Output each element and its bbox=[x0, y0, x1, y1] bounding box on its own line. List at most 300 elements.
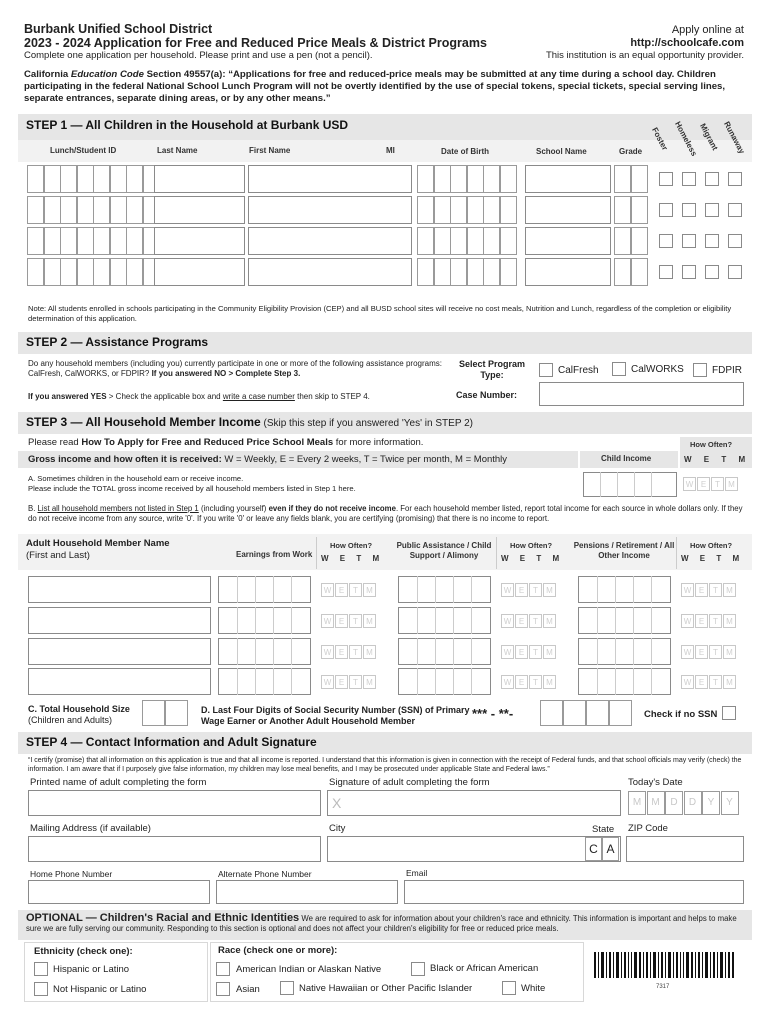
student-id-digit[interactable] bbox=[44, 227, 61, 255]
fdpir-label: FDPIR bbox=[712, 365, 742, 376]
home-phone-input[interactable] bbox=[28, 880, 210, 904]
student-id-digit[interactable] bbox=[27, 227, 44, 255]
first-name-input[interactable] bbox=[248, 227, 412, 255]
city-label: City bbox=[329, 823, 346, 834]
public-assistance-frequency-t[interactable]: T bbox=[529, 675, 542, 689]
email-label: Email bbox=[406, 868, 428, 878]
earnings-frequency-m[interactable]: M bbox=[363, 614, 376, 628]
pensions-frequency-t[interactable]: T bbox=[709, 614, 722, 628]
dob-digit[interactable] bbox=[483, 165, 500, 193]
homeless-checkbox[interactable] bbox=[682, 203, 696, 217]
pensions-wetm-header: W E T M bbox=[681, 554, 740, 563]
public-assistance-amount-input[interactable] bbox=[398, 576, 491, 603]
dob-digit[interactable] bbox=[417, 258, 434, 286]
last-name-input[interactable] bbox=[154, 258, 245, 286]
public-assistance-frequency-w[interactable]: W bbox=[501, 583, 514, 597]
pensions-how-often-label: How Often? bbox=[690, 541, 733, 550]
student-id-digit[interactable] bbox=[60, 165, 77, 193]
pensions-frequency-w[interactable]: W bbox=[681, 583, 694, 597]
pensions-frequency-e[interactable]: E bbox=[695, 645, 708, 659]
dob-digit[interactable] bbox=[467, 196, 484, 224]
foster-checkbox[interactable] bbox=[659, 265, 673, 279]
frequency-legend: Gross income and how often it is received: W = Weekly, E = Every 2 weeks, T = Twice per month, M = Monthly bbox=[28, 454, 508, 465]
public-assistance-frequency-e[interactable]: E bbox=[515, 645, 528, 659]
amount-divider bbox=[615, 607, 616, 634]
student-id-digit[interactable] bbox=[60, 196, 77, 224]
grade-digit-1[interactable] bbox=[614, 165, 631, 193]
migrant-checkbox[interactable] bbox=[705, 172, 719, 186]
asian-checkbox[interactable] bbox=[216, 982, 230, 996]
state-letter-1[interactable]: C bbox=[585, 837, 602, 861]
dob-digit[interactable] bbox=[450, 258, 467, 286]
amount-divider bbox=[255, 576, 256, 603]
not-hispanic-label: Not Hispanic or Latino bbox=[53, 984, 147, 995]
child-income-frequency-w[interactable]: W bbox=[683, 477, 696, 491]
state-letter-2[interactable]: A bbox=[602, 837, 619, 861]
step3-title-line: STEP 3 — All Household Member Income (Skip this step if you answered 'Yes' in STEP 2) bbox=[26, 415, 473, 429]
calfresh-label: CalFresh bbox=[558, 365, 599, 376]
child-income-frequency-m[interactable]: M bbox=[725, 477, 738, 491]
how-often-label: How Often? bbox=[690, 440, 733, 449]
dob-digit[interactable] bbox=[434, 258, 451, 286]
foster-checkbox[interactable] bbox=[659, 203, 673, 217]
pensions-frequency[interactable] bbox=[681, 614, 737, 628]
zip-input[interactable] bbox=[626, 836, 744, 862]
public-assistance-label: Public Assistance / Child Support / Alimony bbox=[396, 541, 492, 560]
pensions-frequency-m[interactable]: M bbox=[723, 645, 736, 659]
earnings-amount-input[interactable] bbox=[218, 668, 311, 695]
student-id-digit[interactable] bbox=[126, 196, 143, 224]
step1-title: STEP 1 — All Children in the Household at Burbank USD bbox=[26, 118, 349, 132]
homeless-checkbox[interactable] bbox=[682, 265, 696, 279]
student-id-digit[interactable] bbox=[110, 258, 127, 286]
migrant-checkbox[interactable] bbox=[705, 203, 719, 217]
earnings-frequency-e[interactable]: E bbox=[335, 645, 348, 659]
email-input[interactable] bbox=[404, 880, 744, 904]
date-digit-5[interactable]: Y bbox=[702, 791, 720, 815]
printed-name-input[interactable] bbox=[28, 790, 321, 816]
last-name-input[interactable] bbox=[154, 196, 245, 224]
public-assistance-frequency-m[interactable]: M bbox=[543, 675, 556, 689]
amount-divider bbox=[291, 607, 292, 634]
student-id-digit[interactable] bbox=[126, 165, 143, 193]
not-hispanic-checkbox[interactable] bbox=[34, 982, 48, 996]
col-first-name: First Name bbox=[249, 146, 291, 155]
grade-digit-2[interactable] bbox=[631, 227, 648, 255]
earnings-how-often-label: How Often? bbox=[330, 541, 373, 550]
public-assistance-frequency[interactable] bbox=[501, 614, 557, 628]
mailing-address-input[interactable] bbox=[28, 836, 321, 862]
student-id-digit[interactable] bbox=[110, 196, 127, 224]
amount-divider bbox=[273, 607, 274, 634]
state-label: State bbox=[592, 824, 615, 835]
earnings-frequency[interactable] bbox=[321, 675, 377, 689]
apply-online-label: Apply online at bbox=[671, 24, 744, 36]
col-dob: Date of Birth bbox=[441, 147, 489, 156]
adult-name-sub: (First and Last) bbox=[26, 550, 90, 561]
ssn-mask: *** - **- bbox=[472, 706, 514, 721]
runaway-checkbox[interactable] bbox=[728, 265, 742, 279]
date-digit-6[interactable]: Y bbox=[721, 791, 739, 815]
student-id-digit[interactable] bbox=[27, 258, 44, 286]
dob-digit[interactable] bbox=[467, 258, 484, 286]
pensions-frequency-e[interactable]: E bbox=[695, 583, 708, 597]
apply-online-url[interactable]: http://schoolcafe.com bbox=[630, 37, 744, 49]
grade-digit-1[interactable] bbox=[614, 227, 631, 255]
amount-divider bbox=[453, 668, 454, 695]
no-ssn-checkbox[interactable] bbox=[722, 706, 736, 720]
earnings-amount-input[interactable] bbox=[218, 576, 311, 603]
public-assistance-frequency-w[interactable]: W bbox=[501, 675, 514, 689]
public-assistance-frequency-t[interactable]: T bbox=[529, 583, 542, 597]
step4-title: STEP 4 — Contact Information and Adult Signature bbox=[26, 735, 317, 749]
date-digit-3[interactable]: D bbox=[665, 791, 683, 815]
child-income-frequency[interactable] bbox=[683, 477, 739, 491]
earnings-frequency-t[interactable]: T bbox=[349, 614, 362, 628]
column-divider bbox=[316, 537, 317, 569]
student-id-digit[interactable] bbox=[77, 258, 94, 286]
no-ssn-label: Check if no SSN bbox=[644, 709, 718, 720]
pensions-frequency[interactable] bbox=[681, 583, 737, 597]
dob-digit[interactable] bbox=[417, 196, 434, 224]
col-school: School Name bbox=[536, 147, 587, 156]
student-id-digit[interactable] bbox=[110, 165, 127, 193]
amount-divider bbox=[417, 638, 418, 665]
adult-name-input[interactable] bbox=[28, 576, 211, 603]
cep-note: Note: All students enrolled in schools participating in the Community Eligibility Provision (CEP) and all BUSD school sites will receive no cost meals, Nutrition and Lunch, regardless of the completion or eligibility determination of this application. bbox=[28, 304, 732, 323]
grade-digit-2[interactable] bbox=[631, 165, 648, 193]
amount-divider bbox=[615, 576, 616, 603]
ssn-digit-1[interactable] bbox=[540, 700, 563, 726]
pensions-frequency[interactable] bbox=[681, 645, 737, 659]
student-id-digit[interactable] bbox=[126, 258, 143, 286]
pensions-frequency-t[interactable]: T bbox=[709, 583, 722, 597]
grade-digit-2[interactable] bbox=[631, 258, 648, 286]
alt-phone-input[interactable] bbox=[216, 880, 398, 904]
district-name: Burbank Unified School District bbox=[24, 22, 213, 36]
earnings-frequency[interactable] bbox=[321, 583, 377, 597]
earnings-frequency-w[interactable]: W bbox=[321, 614, 334, 628]
case-number-label: Case Number: bbox=[456, 390, 518, 400]
student-id-digit[interactable] bbox=[60, 258, 77, 286]
public-assistance-frequency[interactable] bbox=[501, 675, 557, 689]
public-assistance-frequency-m[interactable]: M bbox=[543, 645, 556, 659]
signature-x-mark: X bbox=[332, 795, 342, 811]
child-income-wetm-header: W E T M bbox=[684, 455, 746, 464]
pensions-frequency-e[interactable]: E bbox=[695, 614, 708, 628]
dob-digit[interactable] bbox=[450, 165, 467, 193]
signature-label: Signature of adult completing the form bbox=[329, 777, 490, 788]
dob-digit[interactable] bbox=[434, 227, 451, 255]
public-assistance-frequency-e[interactable]: E bbox=[515, 614, 528, 628]
public-assistance-frequency-m[interactable]: M bbox=[543, 614, 556, 628]
amount-divider bbox=[651, 668, 652, 695]
amount-divider bbox=[471, 638, 472, 665]
dob-digit[interactable] bbox=[483, 258, 500, 286]
american-indian-checkbox[interactable] bbox=[216, 962, 230, 976]
household-size-digit-2[interactable] bbox=[165, 700, 188, 726]
child-income-frequency-e[interactable]: E bbox=[697, 477, 710, 491]
col-mi: MI bbox=[386, 146, 395, 155]
adult-name-input[interactable] bbox=[28, 607, 211, 634]
pacific-islander-checkbox[interactable] bbox=[280, 981, 294, 995]
pensions-frequency-m[interactable]: M bbox=[723, 614, 736, 628]
student-id-digit[interactable] bbox=[93, 258, 110, 286]
date-digit-2[interactable]: M bbox=[647, 791, 665, 815]
foster-checkbox[interactable] bbox=[659, 234, 673, 248]
barcode-number: 7317 bbox=[656, 984, 670, 990]
student-id-digit[interactable] bbox=[44, 165, 61, 193]
white-checkbox[interactable] bbox=[502, 981, 516, 995]
amount-divider bbox=[273, 576, 274, 603]
section-b: B. List all household members not listed in Step 1 (including yourself) even if they do not receive income. For each household member listed, report total income for each source in whole dollars only. If they do not receive income from any source, write '0'. If you write '0' or leave any fields blank, you are certifying (promising) that there is no income to report. bbox=[28, 504, 743, 523]
child-income-divider bbox=[617, 472, 618, 497]
student-id-digit[interactable] bbox=[126, 227, 143, 255]
earnings-frequency-m[interactable]: M bbox=[363, 675, 376, 689]
public-assistance-frequency-e[interactable]: E bbox=[515, 675, 528, 689]
black-label: Black or African American bbox=[430, 963, 539, 974]
amount-divider bbox=[435, 607, 436, 634]
step2-yes-instruction: If you answered YES > Check the applicable box and write a case number then skip to STEP 4. bbox=[28, 392, 370, 401]
step2-question: Do any household members (including you) currently participate in one or more of the following assistance programs: CalFresh, CalWORKS, or FDPIR? If you answered NO > Complete Step 3. bbox=[28, 359, 442, 378]
earnings-frequency-t[interactable]: T bbox=[349, 583, 362, 597]
home-phone-label: Home Phone Number bbox=[30, 869, 113, 879]
public-assistance-wetm-header: W E T M bbox=[501, 554, 560, 563]
alt-phone-label: Alternate Phone Number bbox=[218, 869, 312, 879]
first-name-input[interactable] bbox=[248, 196, 412, 224]
public-assistance-frequency[interactable] bbox=[501, 645, 557, 659]
student-id-digit[interactable] bbox=[93, 165, 110, 193]
last-name-input[interactable] bbox=[154, 165, 245, 193]
amount-divider bbox=[291, 576, 292, 603]
school-name-input[interactable] bbox=[525, 258, 611, 286]
asian-label: Asian bbox=[236, 984, 260, 995]
public-assistance-amount-input[interactable] bbox=[398, 607, 491, 634]
student-id-digit[interactable] bbox=[44, 196, 61, 224]
public-assistance-how-often-label: How Often? bbox=[510, 541, 553, 550]
form-subtitle: Complete one application per household. Please print and use a pen (not a pencil). bbox=[24, 50, 373, 61]
public-assistance-amount-input[interactable] bbox=[398, 668, 491, 695]
earnings-frequency-t[interactable]: T bbox=[349, 645, 362, 659]
amount-divider bbox=[615, 668, 616, 695]
school-name-input[interactable] bbox=[525, 165, 611, 193]
optional-intro: OPTIONAL — Children's Racial and Ethnic Identities We are required to ask for information about your children's race and ethnicity. This information is important and helps to make sure we are fully serving our community. Responding to this section is optional and does not affect your children's eligibility for free or reduced price meals. bbox=[26, 912, 737, 933]
student-id-digit[interactable] bbox=[27, 196, 44, 224]
migrant-checkbox[interactable] bbox=[705, 265, 719, 279]
grade-digit-1[interactable] bbox=[614, 196, 631, 224]
dob-digit[interactable] bbox=[500, 165, 517, 193]
pensions-frequency-w[interactable]: W bbox=[681, 675, 694, 689]
school-name-input[interactable] bbox=[525, 196, 611, 224]
earnings-wetm-header: W E T M bbox=[321, 554, 380, 563]
amount-divider bbox=[237, 668, 238, 695]
child-income-divider bbox=[600, 472, 601, 497]
child-income-input[interactable] bbox=[583, 472, 677, 497]
earnings-frequency-m[interactable]: M bbox=[363, 583, 376, 597]
earnings-frequency-m[interactable]: M bbox=[363, 645, 376, 659]
student-id-digit[interactable] bbox=[44, 258, 61, 286]
todays-date-label: Today's Date bbox=[628, 777, 683, 788]
amount-divider bbox=[471, 607, 472, 634]
public-assistance-amount-input[interactable] bbox=[398, 638, 491, 665]
education-code-notice: California Education Code Section 49557(a): “Applications for free and reduced-price meals may be submitted at any time during a school day. Children participating in the federal National School Lunch Program will not be overtly identified by the use of special tokens, special tickets, special serving lines, separate entrances, separate dining areas, or by any other means.” bbox=[24, 69, 726, 104]
earnings-frequency-t[interactable]: T bbox=[349, 675, 362, 689]
public-assistance-frequency-w[interactable]: W bbox=[501, 645, 514, 659]
household-size-digit-1[interactable] bbox=[142, 700, 165, 726]
hispanic-checkbox[interactable] bbox=[34, 962, 48, 976]
amount-divider bbox=[597, 576, 598, 603]
homeless-checkbox[interactable] bbox=[682, 172, 696, 186]
dob-digit[interactable] bbox=[467, 165, 484, 193]
earnings-frequency-e[interactable]: E bbox=[335, 583, 348, 597]
public-assistance-frequency-t[interactable]: T bbox=[529, 614, 542, 628]
col-foster: Foster bbox=[650, 126, 670, 152]
ssn-digit-2[interactable] bbox=[563, 700, 586, 726]
amount-divider bbox=[597, 638, 598, 665]
date-digit-4[interactable]: D bbox=[684, 791, 702, 815]
earnings-amount-input[interactable] bbox=[218, 638, 311, 665]
student-id-digit[interactable] bbox=[110, 227, 127, 255]
fdpir-checkbox[interactable] bbox=[693, 363, 707, 377]
dob-digit[interactable] bbox=[434, 196, 451, 224]
public-assistance-frequency-m[interactable]: M bbox=[543, 583, 556, 597]
step2-title: STEP 2 — Assistance Programs bbox=[26, 335, 209, 349]
student-id-digit[interactable] bbox=[77, 196, 94, 224]
city-input[interactable] bbox=[327, 836, 621, 862]
student-id-digit[interactable] bbox=[77, 165, 94, 193]
pensions-frequency-t[interactable]: T bbox=[709, 675, 722, 689]
pensions-frequency-m[interactable]: M bbox=[723, 675, 736, 689]
form-title: 2023 - 2024 Application for Free and Reduced Price Meals & District Programs bbox=[24, 36, 487, 50]
black-checkbox[interactable] bbox=[411, 962, 425, 976]
runaway-checkbox[interactable] bbox=[728, 172, 742, 186]
amount-divider bbox=[255, 638, 256, 665]
hispanic-label: Hispanic or Latino bbox=[53, 964, 130, 975]
pensions-frequency[interactable] bbox=[681, 675, 737, 689]
earnings-frequency-e[interactable]: E bbox=[335, 675, 348, 689]
child-income-divider bbox=[634, 472, 635, 497]
public-assistance-frequency-e[interactable]: E bbox=[515, 583, 528, 597]
student-id-digit[interactable] bbox=[93, 227, 110, 255]
pensions-amount-input[interactable] bbox=[578, 638, 671, 665]
signature-input[interactable] bbox=[327, 790, 621, 816]
col-runaway: Runaway bbox=[722, 120, 747, 156]
amount-divider bbox=[237, 607, 238, 634]
dob-digit[interactable] bbox=[450, 227, 467, 255]
dob-digit[interactable] bbox=[500, 196, 517, 224]
amount-divider bbox=[615, 638, 616, 665]
calworks-checkbox[interactable] bbox=[612, 362, 626, 376]
homeless-checkbox[interactable] bbox=[682, 234, 696, 248]
pensions-amount-input[interactable] bbox=[578, 607, 671, 634]
amount-divider bbox=[633, 668, 634, 695]
amount-divider bbox=[435, 576, 436, 603]
pensions-frequency-e[interactable]: E bbox=[695, 675, 708, 689]
grade-digit-1[interactable] bbox=[614, 258, 631, 286]
amount-divider bbox=[291, 668, 292, 695]
earnings-frequency[interactable] bbox=[321, 614, 377, 628]
amount-divider bbox=[237, 638, 238, 665]
col-last-name: Last Name bbox=[157, 146, 198, 155]
migrant-checkbox[interactable] bbox=[705, 234, 719, 248]
amount-divider bbox=[633, 638, 634, 665]
amount-divider bbox=[237, 576, 238, 603]
amount-divider bbox=[273, 668, 274, 695]
white-label: White bbox=[521, 983, 546, 994]
dob-digit[interactable] bbox=[483, 196, 500, 224]
student-id-digit[interactable] bbox=[60, 227, 77, 255]
runaway-checkbox[interactable] bbox=[728, 203, 742, 217]
child-income-frequency-t[interactable]: T bbox=[711, 477, 724, 491]
ssn-digit-4[interactable] bbox=[609, 700, 632, 726]
public-assistance-frequency[interactable] bbox=[501, 583, 557, 597]
calfresh-checkbox[interactable] bbox=[539, 363, 553, 377]
zip-label: ZIP Code bbox=[628, 823, 668, 834]
american-indian-label: American Indian or Alaskan Native bbox=[236, 964, 382, 975]
dob-digit[interactable] bbox=[483, 227, 500, 255]
earnings-frequency-w[interactable]: W bbox=[321, 675, 334, 689]
column-divider bbox=[496, 537, 497, 569]
pensions-frequency-t[interactable]: T bbox=[709, 645, 722, 659]
grade-digit-2[interactable] bbox=[631, 196, 648, 224]
student-id-digit[interactable] bbox=[27, 165, 44, 193]
pensions-frequency-w[interactable]: W bbox=[681, 645, 694, 659]
public-assistance-frequency-t[interactable]: T bbox=[529, 645, 542, 659]
amount-divider bbox=[435, 668, 436, 695]
dob-digit[interactable] bbox=[417, 227, 434, 255]
pensions-frequency-w[interactable]: W bbox=[681, 614, 694, 628]
student-id-digit[interactable] bbox=[77, 227, 94, 255]
pensions-frequency-m[interactable]: M bbox=[723, 583, 736, 597]
case-number-input[interactable] bbox=[539, 382, 744, 406]
earnings-frequency-w[interactable]: W bbox=[321, 583, 334, 597]
dob-digit[interactable] bbox=[467, 227, 484, 255]
dob-digit[interactable] bbox=[500, 227, 517, 255]
amount-divider bbox=[471, 668, 472, 695]
runaway-checkbox[interactable] bbox=[728, 234, 742, 248]
adult-name-input[interactable] bbox=[28, 638, 211, 665]
earnings-frequency-e[interactable]: E bbox=[335, 614, 348, 628]
col-homeless: Homeless bbox=[673, 120, 699, 158]
date-digit-1[interactable]: M bbox=[628, 791, 646, 815]
dob-digit[interactable] bbox=[434, 165, 451, 193]
ssn-digit-3[interactable] bbox=[586, 700, 609, 726]
dob-digit[interactable] bbox=[450, 196, 467, 224]
first-name-input[interactable] bbox=[248, 165, 412, 193]
amount-divider bbox=[633, 576, 634, 603]
select-program-label: Select Program Type: bbox=[458, 359, 526, 380]
last-name-input[interactable] bbox=[154, 227, 245, 255]
amount-divider bbox=[651, 607, 652, 634]
amount-divider bbox=[633, 607, 634, 634]
school-name-input[interactable] bbox=[525, 227, 611, 255]
student-id-digit[interactable] bbox=[93, 196, 110, 224]
dob-digit[interactable] bbox=[500, 258, 517, 286]
earnings-frequency-w[interactable]: W bbox=[321, 645, 334, 659]
section-a: A. Sometimes children in the household earn or receive income. Please include the TOTAL gross income received by all household members listed in Step 1 here. bbox=[28, 474, 356, 493]
pensions-amount-input[interactable] bbox=[578, 576, 671, 603]
pensions-amount-input[interactable] bbox=[578, 668, 671, 695]
pacific-islander-label: Native Hawaiian or Other Pacific Islander bbox=[299, 983, 473, 994]
public-assistance-frequency-w[interactable]: W bbox=[501, 614, 514, 628]
adult-name-input[interactable] bbox=[28, 668, 211, 695]
foster-checkbox[interactable] bbox=[659, 172, 673, 186]
first-name-input[interactable] bbox=[248, 258, 412, 286]
earnings-frequency[interactable] bbox=[321, 645, 377, 659]
amount-divider bbox=[417, 607, 418, 634]
earnings-amount-input[interactable] bbox=[218, 607, 311, 634]
dob-digit[interactable] bbox=[417, 165, 434, 193]
